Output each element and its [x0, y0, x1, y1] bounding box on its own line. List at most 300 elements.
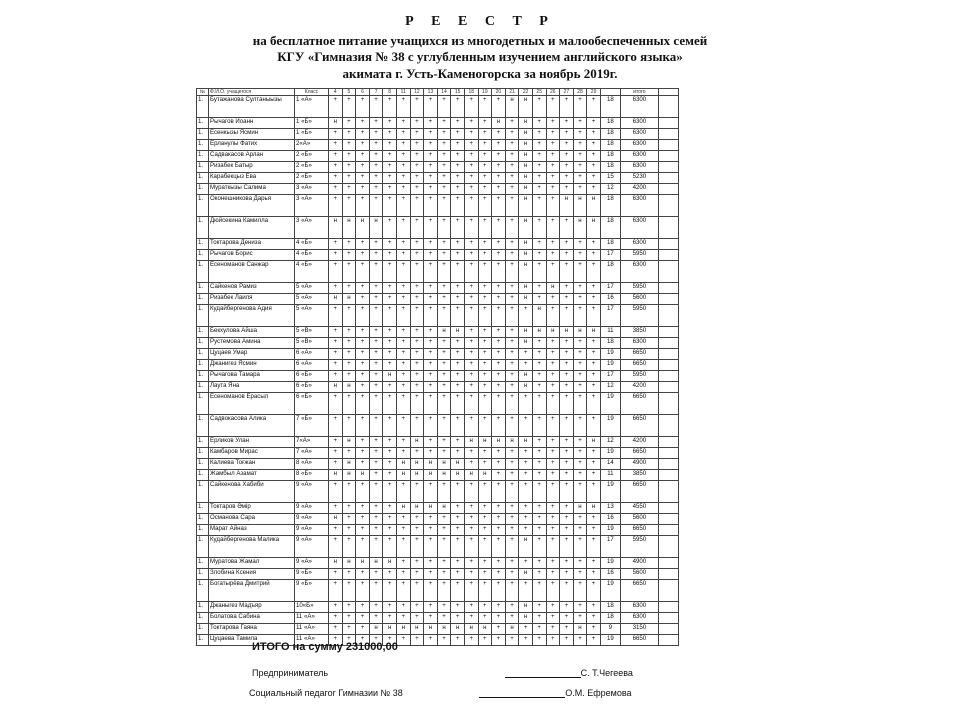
attendance-mark: + — [464, 162, 478, 173]
attendance-mark: + — [560, 360, 574, 371]
attendance-mark: + — [532, 360, 546, 371]
attendance-mark: + — [342, 162, 356, 173]
table-row — [197, 624, 679, 635]
attendance-mark: + — [560, 459, 574, 470]
attendance-mark: н — [329, 294, 343, 305]
attendance-mark: + — [424, 360, 438, 371]
attendance-mark: + — [396, 448, 410, 459]
attendance-mark: + — [424, 382, 438, 393]
row-number: 1. — [197, 96, 209, 118]
attendance-mark: + — [369, 360, 383, 371]
attendance-mark: + — [587, 481, 601, 503]
attendance-mark: + — [478, 162, 492, 173]
attendance-mark: + — [424, 536, 438, 558]
attendance-mark: + — [342, 118, 356, 129]
attendance-mark: + — [437, 96, 451, 118]
student-class: 9 «А» — [295, 514, 329, 525]
days-count: 18 — [600, 338, 620, 349]
attendance-mark: + — [546, 613, 560, 624]
attendance-mark: + — [464, 536, 478, 558]
days-count: 13 — [600, 503, 620, 514]
attendance-mark: н — [519, 613, 533, 624]
attendance-mark: + — [410, 261, 424, 283]
attendance-mark: + — [587, 239, 601, 250]
attendance-mark: + — [505, 118, 519, 129]
attendance-mark: + — [587, 580, 601, 602]
attendance-mark: + — [396, 151, 410, 162]
attendance-mark: н — [587, 503, 601, 514]
row-number: 1. — [197, 415, 209, 437]
row-number: 1. — [197, 151, 209, 162]
row-extra — [658, 437, 678, 448]
attendance-mark: + — [329, 371, 343, 382]
attendance-mark: + — [369, 503, 383, 514]
attendance-mark: + — [519, 470, 533, 481]
attendance-mark: + — [519, 305, 533, 327]
attendance-mark: н — [342, 470, 356, 481]
days-count: 19 — [600, 415, 620, 437]
attendance-mark: + — [437, 129, 451, 140]
student-class: 6 «А» — [295, 360, 329, 371]
attendance-mark: + — [587, 184, 601, 195]
student-class: 4 «Б» — [295, 250, 329, 261]
days-count: 17 — [600, 536, 620, 558]
attendance-mark: + — [369, 602, 383, 613]
student-class: 3 «А» — [295, 184, 329, 195]
attendance-mark: + — [478, 558, 492, 569]
student-name: Есеноманов Ерасыл — [209, 393, 295, 415]
signature-line — [479, 697, 565, 698]
student-name: Муратова Жамал — [209, 558, 295, 569]
pedagog-label: Социальный педагог Гимназии № 38 — [249, 688, 403, 698]
attendance-mark: + — [329, 162, 343, 173]
attendance-mark: + — [532, 437, 546, 448]
attendance-mark: + — [342, 129, 356, 140]
attendance-mark: + — [451, 195, 465, 217]
table-row — [197, 602, 679, 613]
attendance-mark: + — [532, 349, 546, 360]
attendance-mark: + — [464, 250, 478, 261]
attendance-mark: + — [424, 151, 438, 162]
attendance-mark: + — [383, 635, 397, 646]
attendance-mark: + — [532, 569, 546, 580]
attendance-mark: + — [437, 437, 451, 448]
table-header-row — [197, 89, 679, 96]
attendance-mark: + — [587, 448, 601, 459]
attendance-mark: н — [369, 558, 383, 569]
attendance-mark: + — [519, 514, 533, 525]
attendance-mark: + — [573, 448, 587, 459]
attendance-mark: + — [451, 415, 465, 437]
attendance-mark: + — [356, 371, 370, 382]
row-extra — [658, 525, 678, 536]
row-sum: 5950 — [620, 305, 658, 327]
attendance-mark: + — [329, 459, 343, 470]
attendance-mark: + — [437, 195, 451, 217]
attendance-mark: + — [573, 470, 587, 481]
attendance-mark: + — [519, 503, 533, 514]
attendance-mark: + — [519, 448, 533, 459]
attendance-mark: + — [464, 613, 478, 624]
attendance-mark: + — [546, 437, 560, 448]
row-number: 1. — [197, 217, 209, 239]
attendance-mark: + — [560, 261, 574, 283]
attendance-mark: + — [396, 294, 410, 305]
table-row — [197, 514, 679, 525]
attendance-mark: + — [505, 239, 519, 250]
attendance-mark: + — [464, 558, 478, 569]
attendance-mark: + — [505, 294, 519, 305]
days-count: 17 — [600, 250, 620, 261]
attendance-mark: + — [369, 283, 383, 294]
row-number: 1. — [197, 250, 209, 261]
attendance-mark: + — [342, 569, 356, 580]
attendance-mark: + — [532, 250, 546, 261]
attendance-mark: + — [451, 96, 465, 118]
attendance-mark: + — [437, 305, 451, 327]
attendance-mark: + — [519, 624, 533, 635]
row-extra — [658, 602, 678, 613]
attendance-mark: + — [356, 360, 370, 371]
table-row — [197, 481, 679, 503]
row-sum: 6300 — [620, 151, 658, 162]
table-row — [197, 349, 679, 360]
attendance-mark: + — [451, 261, 465, 283]
row-number: 1. — [197, 305, 209, 327]
attendance-mark: н — [519, 261, 533, 283]
attendance-mark: + — [410, 569, 424, 580]
attendance-mark: + — [505, 580, 519, 602]
row-sum: 6300 — [620, 162, 658, 173]
attendance-mark: н — [519, 118, 533, 129]
attendance-mark: + — [437, 217, 451, 239]
col-header-day: 20 — [492, 89, 506, 96]
attendance-mark: + — [519, 393, 533, 415]
table-row — [197, 184, 679, 195]
attendance-mark: + — [329, 613, 343, 624]
student-class: 6 «Б» — [295, 371, 329, 382]
attendance-mark: + — [492, 525, 506, 536]
attendance-mark: + — [424, 580, 438, 602]
attendance-mark: + — [369, 470, 383, 481]
attendance-mark: + — [478, 261, 492, 283]
attendance-mark: + — [573, 382, 587, 393]
attendance-mark: + — [410, 393, 424, 415]
attendance-mark: + — [342, 338, 356, 349]
attendance-mark: + — [410, 294, 424, 305]
row-number: 1. — [197, 294, 209, 305]
days-count: 18 — [600, 129, 620, 140]
attendance-mark: + — [396, 635, 410, 646]
attendance-mark: + — [587, 393, 601, 415]
attendance-mark: + — [424, 602, 438, 613]
days-count: 15 — [600, 173, 620, 184]
days-count: 12 — [600, 437, 620, 448]
attendance-mark: + — [424, 349, 438, 360]
attendance-mark: + — [410, 217, 424, 239]
attendance-mark: + — [519, 635, 533, 646]
attendance-mark: + — [424, 569, 438, 580]
attendance-mark: + — [464, 327, 478, 338]
row-sum: 5950 — [620, 250, 658, 261]
attendance-mark: + — [451, 338, 465, 349]
row-extra — [658, 536, 678, 558]
attendance-mark: + — [342, 448, 356, 459]
row-sum: 4900 — [620, 459, 658, 470]
attendance-mark: н — [505, 437, 519, 448]
col-header-day: 25 — [532, 89, 546, 96]
attendance-mark: + — [546, 184, 560, 195]
row-extra — [658, 514, 678, 525]
attendance-mark: + — [424, 437, 438, 448]
attendance-mark: + — [424, 481, 438, 503]
attendance-mark: + — [451, 162, 465, 173]
days-count: 16 — [600, 569, 620, 580]
student-class: 3 «А» — [295, 217, 329, 239]
row-sum: 6300 — [620, 140, 658, 151]
attendance-mark: + — [546, 151, 560, 162]
attendance-mark: + — [587, 635, 601, 646]
attendance-mark: + — [342, 239, 356, 250]
attendance-mark: + — [383, 525, 397, 536]
attendance-mark: + — [464, 569, 478, 580]
attendance-mark: + — [396, 371, 410, 382]
attendance-mark: + — [532, 151, 546, 162]
attendance-mark: + — [573, 129, 587, 140]
row-sum: 6300 — [620, 129, 658, 140]
attendance-mark: + — [451, 580, 465, 602]
attendance-mark: н — [451, 624, 465, 635]
attendance-mark: + — [437, 415, 451, 437]
attendance-mark: + — [329, 602, 343, 613]
attendance-mark: н — [369, 217, 383, 239]
row-extra — [658, 624, 678, 635]
row-number: 1. — [197, 481, 209, 503]
attendance-mark: + — [437, 162, 451, 173]
attendance-mark: + — [532, 580, 546, 602]
student-name: Бекхулова Айша — [209, 327, 295, 338]
student-name: Карабекцыз Ева — [209, 173, 295, 184]
days-count: 19 — [600, 360, 620, 371]
attendance-mark: + — [396, 184, 410, 195]
attendance-mark: + — [478, 514, 492, 525]
attendance-mark: + — [587, 118, 601, 129]
attendance-mark: н — [478, 470, 492, 481]
student-name: Джанигез Ясмин — [209, 360, 295, 371]
row-sum: 4550 — [620, 503, 658, 514]
attendance-mark: + — [464, 239, 478, 250]
attendance-mark: + — [492, 415, 506, 437]
attendance-mark: + — [532, 415, 546, 437]
attendance-mark: + — [396, 162, 410, 173]
attendance-mark: н — [342, 294, 356, 305]
attendance-mark: + — [437, 118, 451, 129]
attendance-mark: + — [437, 338, 451, 349]
pedagog-signature — [249, 688, 632, 698]
attendance-mark: + — [505, 525, 519, 536]
attendance-mark: + — [532, 525, 546, 536]
student-class: 1 «А» — [295, 96, 329, 118]
attendance-mark: + — [383, 415, 397, 437]
attendance-mark: + — [532, 371, 546, 382]
student-name: Сайкенов Рамиз — [209, 283, 295, 294]
attendance-mark: + — [505, 514, 519, 525]
attendance-mark: + — [396, 580, 410, 602]
row-extra — [658, 635, 678, 646]
days-count: 19 — [600, 525, 620, 536]
row-number: 1. — [197, 195, 209, 217]
attendance-mark: + — [396, 481, 410, 503]
attendance-mark: н — [437, 624, 451, 635]
attendance-mark: н — [329, 382, 343, 393]
attendance-mark: + — [437, 613, 451, 624]
attendance-mark: + — [546, 558, 560, 569]
attendance-mark: + — [437, 283, 451, 294]
attendance-mark: + — [424, 415, 438, 437]
attendance-mark: н — [464, 437, 478, 448]
col-header-extra — [658, 89, 678, 96]
attendance-mark: + — [356, 118, 370, 129]
col-header-day: 5 — [342, 89, 356, 96]
attendance-mark: н — [519, 382, 533, 393]
attendance-mark: + — [410, 195, 424, 217]
attendance-mark: + — [492, 294, 506, 305]
attendance-mark: + — [369, 481, 383, 503]
attendance-mark: + — [478, 129, 492, 140]
attendance-mark: + — [560, 184, 574, 195]
attendance-mark: + — [478, 602, 492, 613]
days-count: 17 — [600, 283, 620, 294]
attendance-mark: + — [451, 569, 465, 580]
days-count: 14 — [600, 459, 620, 470]
row-number: 1. — [197, 635, 209, 646]
table-row — [197, 239, 679, 250]
attendance-mark: + — [383, 195, 397, 217]
attendance-mark: + — [396, 558, 410, 569]
row-extra — [658, 349, 678, 360]
attendance-mark: + — [437, 173, 451, 184]
attendance-mark: + — [505, 129, 519, 140]
attendance-mark: + — [560, 635, 574, 646]
student-class: 9 «А» — [295, 536, 329, 558]
row-sum: 5600 — [620, 514, 658, 525]
attendance-mark: + — [410, 514, 424, 525]
attendance-mark: + — [560, 239, 574, 250]
attendance-mark: н — [560, 327, 574, 338]
attendance-mark: + — [505, 382, 519, 393]
student-name: Рычагов Борис — [209, 250, 295, 261]
attendance-mark: н — [587, 195, 601, 217]
row-sum: 6300 — [620, 602, 658, 613]
attendance-mark: + — [464, 217, 478, 239]
attendance-mark: н — [519, 96, 533, 118]
attendance-mark: + — [342, 305, 356, 327]
attendance-mark: + — [546, 305, 560, 327]
student-name: Ерланулы Фатих — [209, 140, 295, 151]
attendance-mark: + — [451, 349, 465, 360]
table-row — [197, 448, 679, 459]
attendance-mark: + — [573, 305, 587, 327]
attendance-mark: + — [532, 294, 546, 305]
attendance-mark: + — [396, 239, 410, 250]
attendance-mark: + — [587, 371, 601, 382]
attendance-mark: + — [505, 151, 519, 162]
attendance-mark: + — [342, 514, 356, 525]
attendance-mark: + — [546, 195, 560, 217]
attendance-mark: + — [329, 635, 343, 646]
attendance-mark: + — [492, 382, 506, 393]
attendance-mark: + — [356, 305, 370, 327]
attendance-mark: + — [369, 569, 383, 580]
attendance-mark: + — [383, 393, 397, 415]
attendance-mark: + — [560, 503, 574, 514]
student-class: 5 «А» — [295, 283, 329, 294]
attendance-mark: + — [383, 514, 397, 525]
attendance-mark: + — [546, 503, 560, 514]
attendance-mark: + — [356, 525, 370, 536]
table-row — [197, 503, 679, 514]
days-count: 18 — [600, 261, 620, 283]
attendance-mark: + — [546, 470, 560, 481]
registry-table — [196, 88, 679, 646]
attendance-mark: + — [424, 371, 438, 382]
attendance-mark: + — [560, 624, 574, 635]
attendance-mark: + — [464, 349, 478, 360]
attendance-mark: + — [410, 250, 424, 261]
attendance-mark: н — [410, 437, 424, 448]
attendance-mark: + — [573, 602, 587, 613]
row-extra — [658, 503, 678, 514]
attendance-mark: + — [532, 162, 546, 173]
attendance-mark: + — [492, 602, 506, 613]
attendance-mark: + — [410, 580, 424, 602]
attendance-mark: + — [464, 525, 478, 536]
attendance-mark: + — [492, 580, 506, 602]
student-name: Оконешникова Дарья — [209, 195, 295, 217]
attendance-mark: + — [587, 173, 601, 184]
attendance-mark: н — [519, 140, 533, 151]
attendance-mark: + — [356, 162, 370, 173]
attendance-mark: + — [451, 250, 465, 261]
entrepreneur-name: С. Т.Чегеева — [580, 668, 633, 678]
attendance-mark: + — [478, 371, 492, 382]
attendance-mark: + — [437, 448, 451, 459]
days-count: 9 — [600, 624, 620, 635]
attendance-mark: н — [342, 437, 356, 448]
attendance-mark: + — [329, 393, 343, 415]
attendance-mark: + — [342, 503, 356, 514]
attendance-mark: + — [329, 580, 343, 602]
attendance-mark: + — [532, 195, 546, 217]
attendance-mark: + — [437, 382, 451, 393]
student-name: Марат Айназ — [209, 525, 295, 536]
row-extra — [658, 481, 678, 503]
days-count: 18 — [600, 118, 620, 129]
attendance-mark: + — [573, 283, 587, 294]
days-count: 19 — [600, 393, 620, 415]
attendance-mark: + — [560, 140, 574, 151]
attendance-mark: + — [546, 459, 560, 470]
attendance-mark: + — [424, 338, 438, 349]
row-number: 1. — [197, 503, 209, 514]
attendance-mark: + — [546, 360, 560, 371]
student-name: Есеноманов Санжар — [209, 261, 295, 283]
attendance-mark: + — [369, 250, 383, 261]
attendance-mark: + — [356, 195, 370, 217]
attendance-mark: + — [451, 536, 465, 558]
attendance-mark: н — [519, 184, 533, 195]
attendance-mark: + — [451, 602, 465, 613]
